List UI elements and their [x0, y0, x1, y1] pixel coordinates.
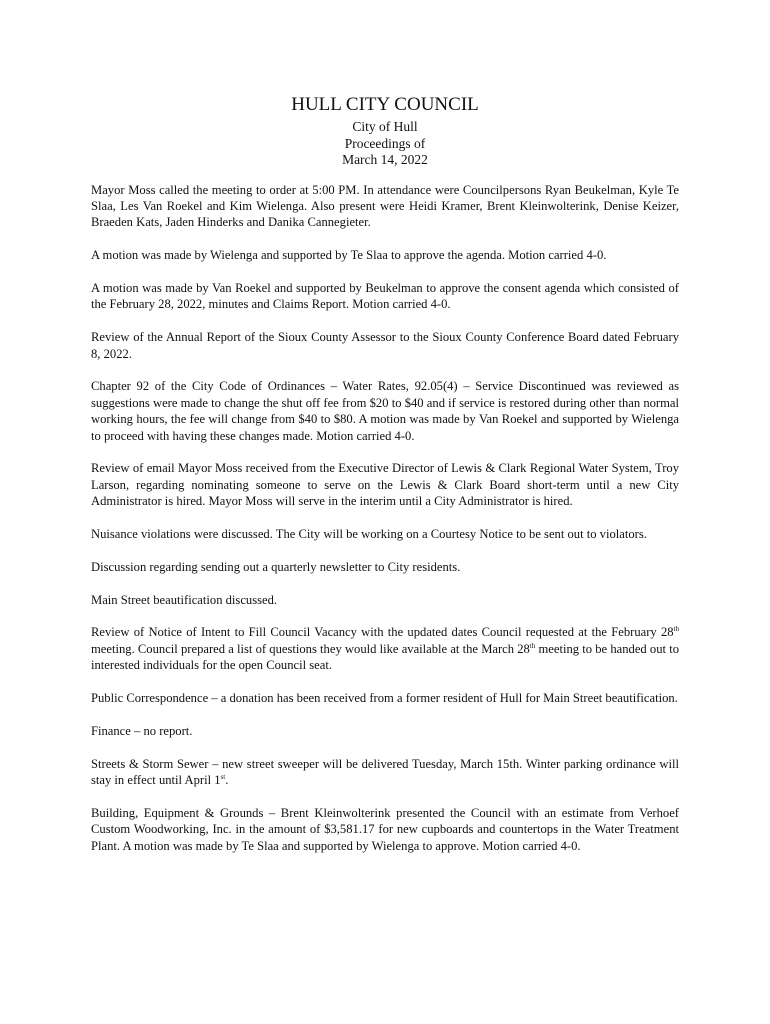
- paragraph-text: meeting. Council prepared a list of questions they would like available at the March 28: [91, 641, 530, 656]
- subtitle-date: March 14, 2022: [342, 152, 428, 167]
- paragraph-text: Discussion regarding sending out a quarterly newsletter to City residents.: [91, 559, 461, 574]
- paragraph-text: Review of Notice of Intent to Fill Council Vacancy with the updated dates Council requested at the February 28: [91, 625, 674, 640]
- superscript: st: [220, 772, 226, 781]
- subtitle-proceedings: Proceedings of: [344, 135, 426, 151]
- document-title: HULL CITY COUNCIL: [291, 94, 479, 115]
- paragraph: [91, 592, 679, 608]
- paragraph: [91, 723, 679, 739]
- paragraph: [91, 280, 679, 313]
- paragraph-text: Nuisance violations were discussed. The City will be working on a Courtesy Notice to be sent out to violators.: [91, 526, 647, 541]
- paragraph: [91, 329, 679, 362]
- paragraph: [91, 559, 679, 575]
- paragraph-text: Chapter 92 of the City Code of Ordinances – Water Rates, 92.05(4) – Service Discontinued was reviewed as suggestions were made to change the shut off fee from $20 to $40 and if service is restored during other than normal working hours, the fee will change from $40 to $80. A motion was made by Van Roekel and supported by Wielenga to proceed with having these changes made. Motion carried 4-0.: [91, 379, 679, 443]
- paragraph-text: Main Street beautification discussed.: [91, 592, 278, 607]
- paragraph: [91, 690, 679, 706]
- paragraph-text: Streets & Storm Sewer – new street sweeper will be delivered Tuesday, March 15th. Winter parking ordinance will stay in effect until April 1: [91, 756, 679, 787]
- paragraph: [91, 756, 679, 789]
- paragraph: [91, 805, 679, 854]
- paragraph-text: Review of email Mayor Moss received from the Executive Director of Lewis & Clark Regional Water System, Troy Larson, regarding nominating someone to serve on the Lewis & Clark Board short-term until a new City Administrator is hired. Mayor Moss will serve in the interim until a City Administrator is hired.: [91, 461, 679, 509]
- paragraph: [91, 624, 679, 673]
- superscript: th: [673, 625, 679, 634]
- subtitle-city: City of Hull: [352, 119, 418, 134]
- paragraph-text: Building, Equipment & Grounds – Brent Kleinwolterink presented the Council with an estimate from Verhoef Custom Woodworking, Inc. in the amount of $3,581.17 for new cupboards and countertops in the Water Treatment Plant. A motion was made by Te Slaa and supported by Wielenga to approve. Motion carried 4-0.: [91, 805, 679, 853]
- paragraph-text: meeting to be handed out to interested individuals for the open Council seat.: [91, 641, 679, 673]
- paragraph-text: A motion was made by Wielenga and supported by Te Slaa to approve the agenda. Motion carried 4-0.: [91, 248, 607, 263]
- document-header: [91, 94, 679, 169]
- paragraph: [91, 182, 679, 231]
- paragraph: [91, 460, 679, 509]
- paragraph: [91, 378, 679, 444]
- paragraph: [91, 526, 679, 542]
- paragraph-text: .: [225, 772, 229, 787]
- paragraph-text: Public Correspondence – a donation has been received from a former resident of Hull for Main Street beautification.: [91, 690, 678, 705]
- paragraph-text: A motion was made by Van Roekel and supported by Beukelman to approve the consent agenda which consisted of the February 28, 2022, minutes and Claims Report. Motion carried 4-0.: [91, 280, 679, 312]
- superscript: th: [529, 641, 536, 650]
- paragraph-text: Mayor Moss called the meeting to order at 5:00 PM. In attendance were Councilpersons Ryan Beukelman, Kyle Te Slaa, Les Van Roekel and Kim Wielenga. Also present were Heidi Kramer, Brent Kleinwolterink, Denise Keizer, Braeden Kats, Jaden Hinderks and Danika Cannegieter.: [91, 182, 679, 230]
- document-body: [91, 182, 679, 854]
- paragraph: [91, 247, 679, 263]
- paragraph-text: Review of the Annual Report of the Sioux County Assessor to the Sioux County Conference Board dated February 8, 2022.: [91, 330, 679, 361]
- paragraph-text: Finance – no report.: [91, 723, 193, 738]
